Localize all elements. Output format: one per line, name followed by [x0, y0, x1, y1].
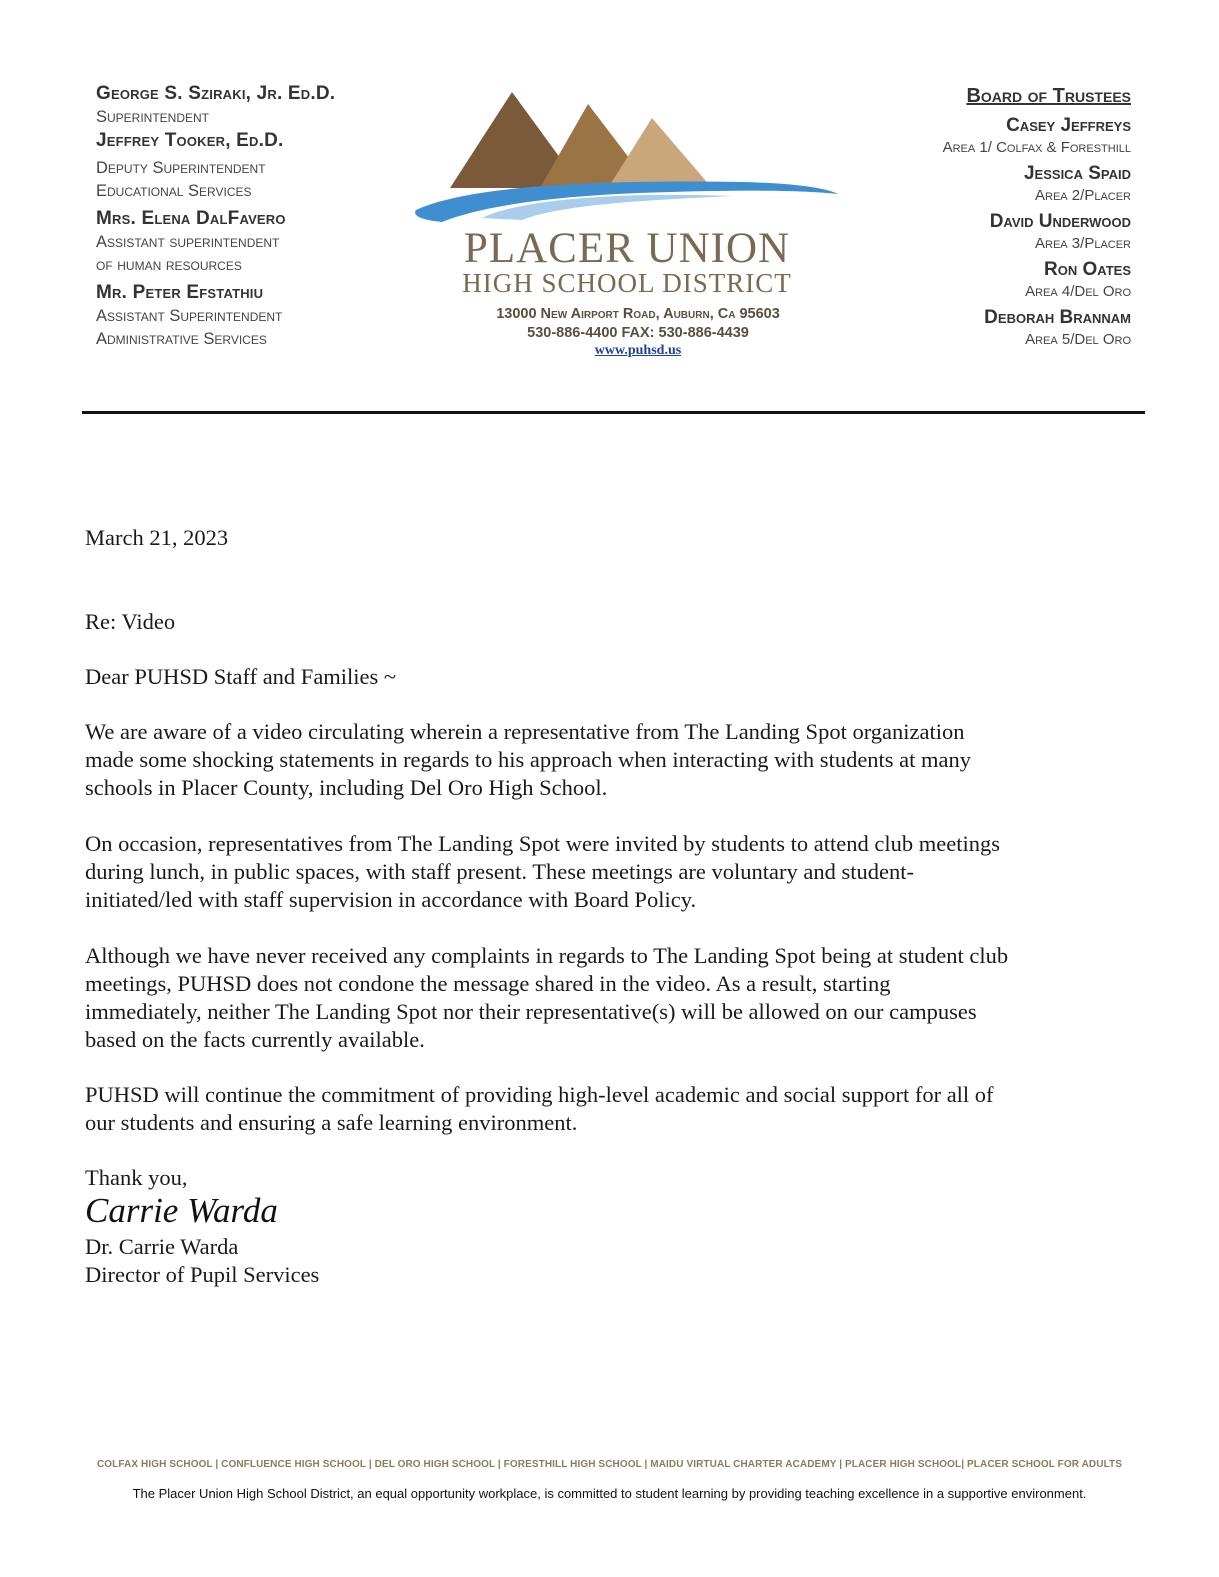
admin-title: Administrative Services [96, 330, 267, 348]
admin-title: Assistant superintendent [96, 233, 280, 251]
trustee-area: Area 5/Del Oro [1025, 331, 1131, 348]
trustee-area: Area 4/Del Oro [1025, 283, 1131, 300]
trustee-entry [831, 306, 1131, 350]
letter-closing: Thank you, [85, 1165, 188, 1190]
district-website-link[interactable]: www.puhsd.us [594, 343, 682, 358]
letterhead-divider [82, 411, 1145, 414]
paragraph-line: schools in Placer County, including Del Oro High School. [85, 775, 608, 800]
trustee-name: Ron Oates [1044, 259, 1131, 280]
letter-salutation: Dear PUHSD Staff and Families ~ [85, 664, 397, 689]
mountains-river-icon [412, 88, 842, 228]
footer-schools: COLFAX HIGH SCHOOL | CONFLUENCE HIGH SCHOOL | DEL ORO HIGH SCHOOL | FORESTHILL HIGH SCHOOL | MAIDU VIRTUAL CHARTER ACADEMY | PLACER HIGH SCHOOL| PLACER SCHOOL FOR ADULTS [96, 1459, 1123, 1470]
admin-title: Superintendent [96, 108, 210, 126]
admin-entry [96, 281, 416, 351]
board-of-trustees [831, 82, 1131, 350]
trustee-name: David Underwood [989, 211, 1131, 232]
paragraph-line: meetings, PUHSD does not condone the message shared in the video. As a result, starting [85, 971, 891, 996]
trustee-entry [831, 162, 1131, 206]
trustee-name: Casey Jeffreys [1006, 115, 1131, 136]
letter-paragraph [85, 830, 1145, 914]
district-logo [412, 88, 842, 368]
district-phone: 530-886-4400 FAX: 530-886-4439 [527, 325, 749, 341]
admin-name: Mrs. Elena DalFavero [96, 208, 286, 229]
admin-name: Mr. Peter Efstathiu [96, 282, 264, 303]
admin-entry [96, 129, 416, 203]
admin-entry [96, 207, 416, 277]
paragraph-line: Although we have never received any complaints in regards to The Landing Spot being at student club [85, 943, 1009, 968]
letter-paragraph [85, 942, 1145, 1054]
trustee-area: Area 3/Placer [1035, 235, 1131, 252]
admin-title: Assistant Superintendent [96, 307, 283, 325]
admin-entry [96, 82, 416, 129]
paragraph-line: On occasion, representatives from The Landing Spot were invited by students to attend club meetings [85, 831, 1000, 856]
trustee-area: Area 1/ Colfax & Foresthill [942, 139, 1131, 156]
signer-title: Director of Pupil Services [85, 1262, 320, 1287]
paragraph-line: immediately, neither The Landing Spot nor their representative(s) will be allowed on our campuses [85, 999, 977, 1024]
paragraph-line: PUHSD will continue the commitment of providing high-level academic and social support for all of [85, 1082, 994, 1107]
admin-title: of human resources [96, 256, 242, 274]
letter-paragraph [85, 1081, 1145, 1137]
trustee-name: Jessica Spaid [1023, 163, 1131, 184]
paragraph-line: We are aware of a video circulating wherein a representative from The Landing Spot organization [85, 719, 965, 744]
signer-block [85, 1233, 319, 1289]
district-address: 13000 New Airport Road, Auburn, Ca 95603 [496, 306, 780, 322]
admin-title: Educational Services [96, 182, 252, 200]
trustee-area: Area 2/Placer [1035, 187, 1131, 204]
paragraph-line: based on the facts currently available. [85, 1027, 425, 1052]
district-subname: HIGH SCHOOL DISTRICT [462, 268, 792, 298]
signature: Carrie Warda [85, 1191, 278, 1230]
letter-paragraph [85, 718, 1145, 802]
board-heading: Board of Trustees [966, 85, 1131, 107]
admin-name: George S. Sziraki, Jr. Ed.D. [96, 83, 336, 104]
paragraph-line: during lunch, in public spaces, with staff present. These meetings are voluntary and student- [85, 859, 914, 884]
signer-name: Dr. Carrie Warda [85, 1234, 239, 1259]
admin-name: Jeffrey Tooker, Ed.D. [96, 130, 284, 151]
trustee-entry [831, 114, 1131, 158]
admin-title: Deputy Superintendent [96, 159, 266, 177]
letter-date: March 21, 2023 [85, 525, 229, 550]
administration-list [96, 82, 416, 351]
footer-mission: The Placer Union High School District, an equal opportunity workplace, is committed to student learning by providing teaching excellence in a supportive environment. [132, 1486, 1087, 1501]
paragraph-line: made some shocking statements in regards to his approach when interacting with students at many [85, 747, 972, 772]
trustee-entry [831, 258, 1131, 302]
letter-subject: Re: Video [85, 609, 176, 634]
paragraph-line: our students and ensuring a safe learning environment. [85, 1110, 578, 1135]
paragraph-line: initiated/led with staff supervision in accordance with Board Policy. [85, 887, 697, 912]
trustee-name: Deborah Brannam [984, 307, 1131, 328]
trustee-entry [831, 210, 1131, 254]
district-name: PLACER UNION [463, 225, 791, 272]
